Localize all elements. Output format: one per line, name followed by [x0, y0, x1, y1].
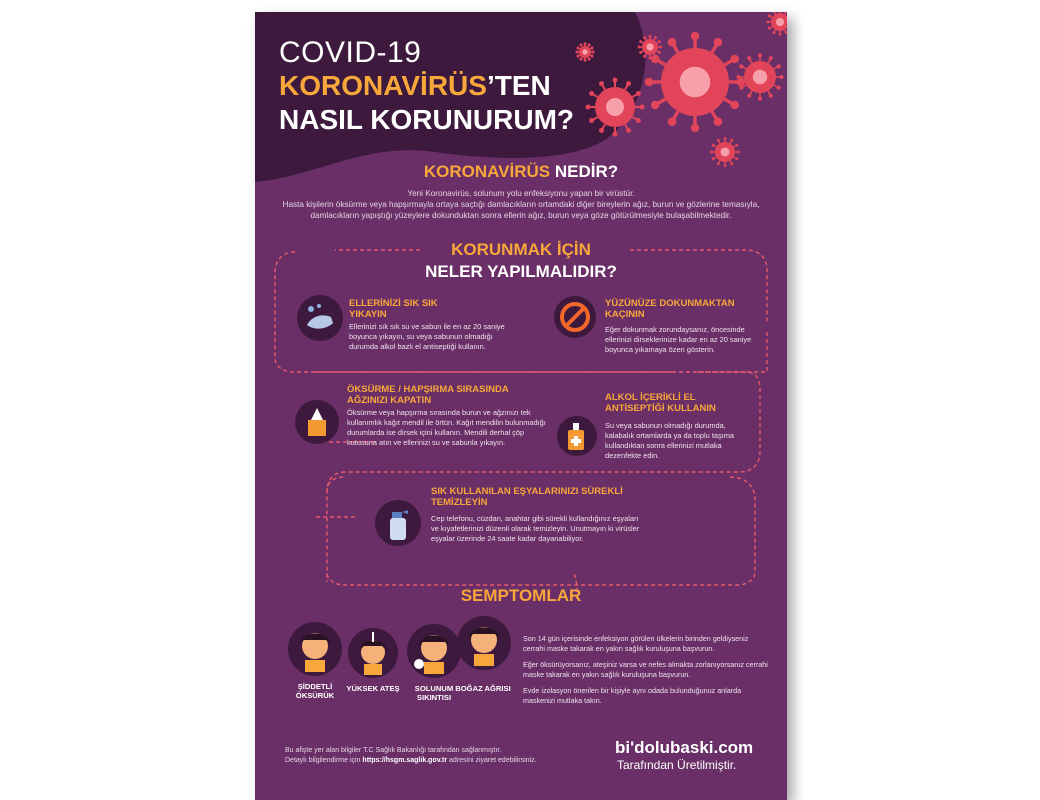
symptom-fever-icon	[348, 628, 398, 678]
protect-title1	[255, 240, 787, 260]
tissue-box-icon	[295, 400, 339, 444]
symptom-breath-icon	[407, 624, 461, 678]
symptom-label-1: ŞİDDETLİ ÖKSÜRÜK	[295, 682, 335, 700]
footer-line2-a: Detaylı bilgilendirme için	[285, 757, 363, 764]
symptom-label-2: YÜKSEK ATEŞ	[346, 684, 400, 693]
footer-line2-b: adresini ziyaret edebilirsiniz.	[447, 757, 537, 764]
spray-bottle-icon	[375, 500, 421, 546]
tip-title-4: ALKOL İÇERİKLİ EL ANTİSEPTİĞİ KULLANIN	[605, 392, 716, 414]
protect-title2	[255, 262, 787, 282]
tip-body-4: Su veya sabunun olmadığı durumda, kalabalık ortamlarda ya da toplu taşıma kullandıktan sonra ellerinizi mutlaka dezenfekte edin.	[605, 421, 734, 460]
header-suffix: ’TEN	[486, 70, 551, 101]
brand-logo: bi'dolubaski.com	[615, 738, 754, 757]
tip-body-1: Ellerinizi sık sık su ve sabun ile en az 20 saniye boyunca yıkayın, su veya sabunun olmadığı durumda alkol bazlı el antiseptiği kullanın.	[349, 322, 505, 351]
tip-body-2: Eğer dokunmak zorundaysanız, öncesinde ellerinizi dirseklerinize kadar en az 20 saniye boyunca yıkamaya özen gösterin.	[605, 325, 752, 354]
tip-body-3: Öksürme veya hapşırma sırasında burun ve ağzınızı tek kullanımlık kağıt mendil ile örtün. Kağıt mendilin bulunmadığı durumlarda ise dirsek içini kullanın. Mendili derhal çöp kutusuna atın ve ellerinizi su ve sabunla yıkayın.	[347, 408, 546, 447]
poster	[255, 12, 787, 800]
symptom-text-1: Son 14 gün içerisinde enfeksiyon görülen ülkelerin birinden geldiyseniz cerrahi maske takarak en yakın sağlık kuruluşuna başvurun.	[523, 634, 749, 653]
symptom-text-3: Evde izolasyon önerilen bir kişiyle aynı odada bulunduğunuz anlarda maskenizi mutlaka takın.	[523, 686, 742, 705]
symptoms-title-text: SEMPTOMLAR	[460, 586, 582, 605]
what-title-rest: NEDİR?	[550, 162, 619, 181]
tip-title-1: ELLERİNİZİ SIK SIK YIKAYIN	[349, 298, 438, 320]
footer-line2	[285, 756, 585, 766]
header-title-line3: NASIL KORUNURUM?	[279, 104, 575, 135]
symptom-cough-icon	[288, 622, 342, 676]
tip-title-3: ÖKSÜRME / HAPŞIRMA SIRASINDA AĞZINIZI KAPATIN	[347, 384, 509, 406]
protect-title1-text: KORUNMAK İÇİN	[451, 240, 591, 259]
symptom-label-4: BOĞAZ AĞRISI	[455, 684, 511, 693]
what-title-highlight: KORONAVİRÜS	[423, 162, 551, 181]
no-touch-face-icon	[554, 296, 596, 338]
symptom-label-3: SOLUNUM SIKINTISI	[414, 684, 454, 702]
what-p2: Hasta kişilerin öksürme veya hapşırmayla ortaya saçtığı damlacıkların ortamdaki diğer bireylerin ağız, burun ve gözlerine temasıyla, damlacıkların yapıştığı yüzeylere dokunduktan sonra ellerin ağız, burun veya göze götürülmesiyle bulaşabilmektedir.	[282, 200, 760, 220]
footer-line1: Bu afişte yer alan bilgiler T.C Sağlık Bakanlığı tarafından sağlanmıştır.	[285, 747, 502, 754]
footer-info	[285, 746, 585, 766]
symptom-throat-icon	[457, 616, 511, 670]
footer-link[interactable]: https://hsgm.saglik.gov.tr	[362, 757, 448, 764]
hand-wash-icon	[297, 295, 343, 341]
symptom-text-2: Eğer öksürüyorsanız, ateşiniz varsa ve nefes almakta zorlanıyorsanız cerrahi maske takarak en yakın sağlık kuruluşuna başvurun.	[523, 660, 768, 679]
header-highlight: KORONAVİRÜS	[279, 70, 487, 101]
header-covid: COVID-19	[279, 36, 422, 69]
what-p1: Yeni Koronavirüs, solunum yolu enfeksiyonu yapan bir virüstür.	[407, 189, 635, 198]
symptoms-title	[255, 586, 787, 606]
tip-body-5: Cep telefonu, cüzdan, anahtar gibi sürekli kullandığınız eşyaları ve kıyafetlerinizi düzenli olarak temizleyin. Unutmayın ki virüsler eşyalar üzerinde 24 saate kadar dayanabiliyor.	[431, 514, 640, 543]
tip-title-2: YÜZÜNÜZE DOKUNMAKTAN KAÇININ	[605, 298, 735, 320]
brand-subtitle: Tarafından Üretilmiştir.	[617, 758, 737, 772]
tip-title-5: SIK KULLANILAN EŞYALARINIZI SÜREKLİ TEMİZLEYİN	[431, 486, 623, 508]
protect-title2-text: NELER YAPILMALIDIR?	[425, 262, 617, 281]
sanitizer-icon	[557, 416, 597, 456]
